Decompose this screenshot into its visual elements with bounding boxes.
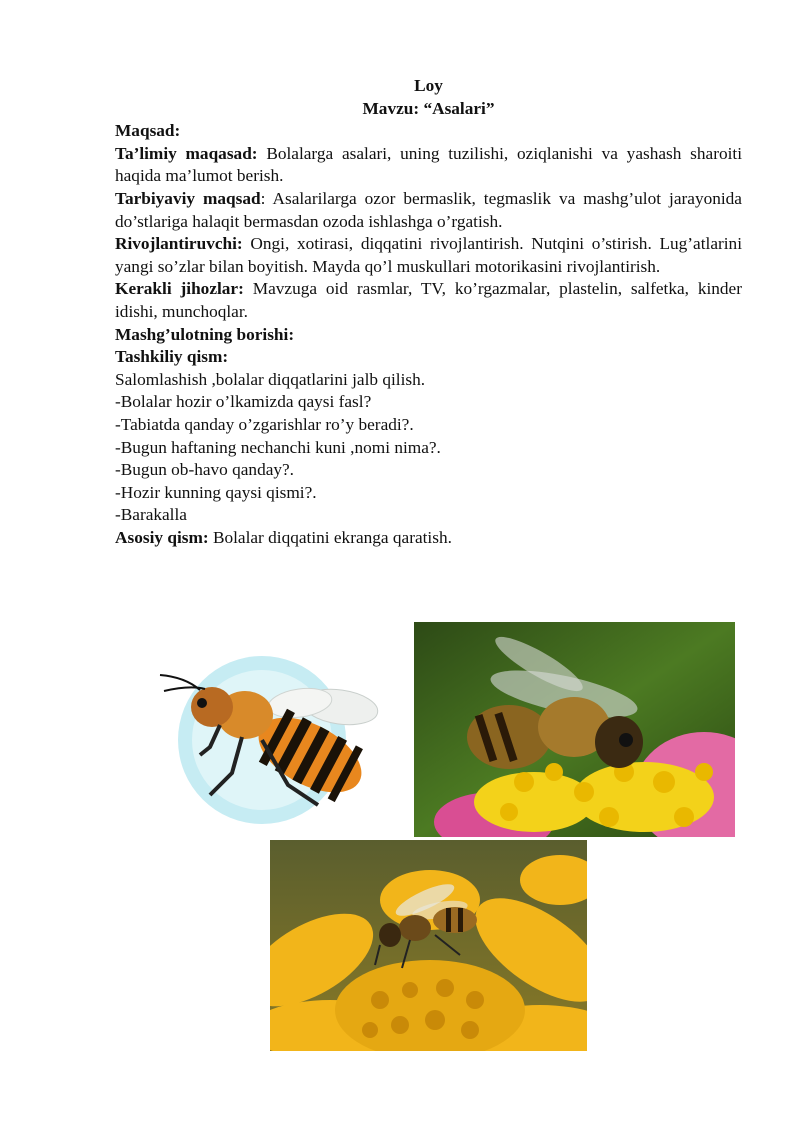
asosiy-paragraph bbox=[115, 527, 742, 550]
list-item: Salomlashish ,bolalar diqqatlarini jalb qilish. bbox=[115, 369, 426, 389]
talimiy-paragraph bbox=[115, 143, 742, 188]
asosiy-text: Bolalar diqqatini ekranga qaratish. bbox=[208, 527, 452, 547]
tarbiyaviy-label: Tarbiyaviy maqsad bbox=[115, 188, 261, 208]
rivoj-text: Ongi, xotirasi, diqqatini rivojlantirish. Nutqini o’stirish. Lug’atlarini yangi so’zlar bilan boyitish. Mayda qo’l muskullari motorikasini rivojlantirish. bbox=[115, 234, 742, 276]
bee-photo-icon bbox=[270, 840, 587, 1051]
list-item: -Hozir kunning qaysi qismi?. bbox=[115, 482, 317, 502]
list-item: -Bolalar hozir o’lkamizda qaysi fasl? bbox=[115, 392, 372, 412]
doc-subtitle: Mavzu: “Asalari” bbox=[362, 98, 495, 118]
bee-on-pink-flower-photo bbox=[414, 622, 735, 837]
rivoj-label: Rivojlantiruvchi: bbox=[115, 234, 243, 254]
doc-title: Loy bbox=[414, 76, 443, 95]
bee-illustration bbox=[150, 655, 385, 825]
bee-photo-icon bbox=[414, 622, 735, 837]
talimiy-text: Bolalarga asalari, uning tuzilishi, oziqlanishi va yashash sharoiti haqida ma’lumot berish. bbox=[115, 143, 742, 186]
list-item: -Tabiatda qanday o’zgarishlar ro’y beradi?. bbox=[115, 414, 414, 434]
list-item: -Bugun haftaning nechanchi kuni ,nomi nima?. bbox=[115, 437, 441, 457]
borishi-heading: Mashg’ulotning borishi: bbox=[115, 324, 295, 344]
tarbiyaviy-text: : Asalarilarga ozor bermaslik, tegmaslik va mashg’ulot jarayonida do’stlariga halaqit bermasdan ozoda ishlashga o’rgatish. bbox=[115, 188, 742, 231]
talimiy-label: Ta’limiy maqasad: bbox=[115, 143, 258, 163]
maqsad-heading: Maqsad: bbox=[115, 121, 181, 141]
tashkiliy-heading: Tashkiliy qism: bbox=[115, 347, 229, 367]
bee-cartoon-icon bbox=[150, 655, 385, 825]
list-item: -Bugun ob-havo qanday?. bbox=[115, 460, 295, 480]
document-body bbox=[115, 75, 742, 549]
asosiy-label: Asosiy qism: bbox=[115, 527, 209, 547]
rivoj-paragraph bbox=[115, 233, 742, 278]
tarbiyaviy-paragraph bbox=[115, 188, 742, 233]
jihoz-text: Mavzuga oid rasmlar, TV, ko’rgazmalar, plastelin, salfetka, kinder idishi, munchoqlar. bbox=[115, 279, 742, 321]
jihoz-label: Kerakli jihozlar: bbox=[115, 279, 244, 299]
list-item: -Barakalla bbox=[115, 505, 187, 525]
jihoz-paragraph bbox=[115, 278, 742, 323]
bee-on-yellow-flower-photo bbox=[270, 840, 587, 1051]
